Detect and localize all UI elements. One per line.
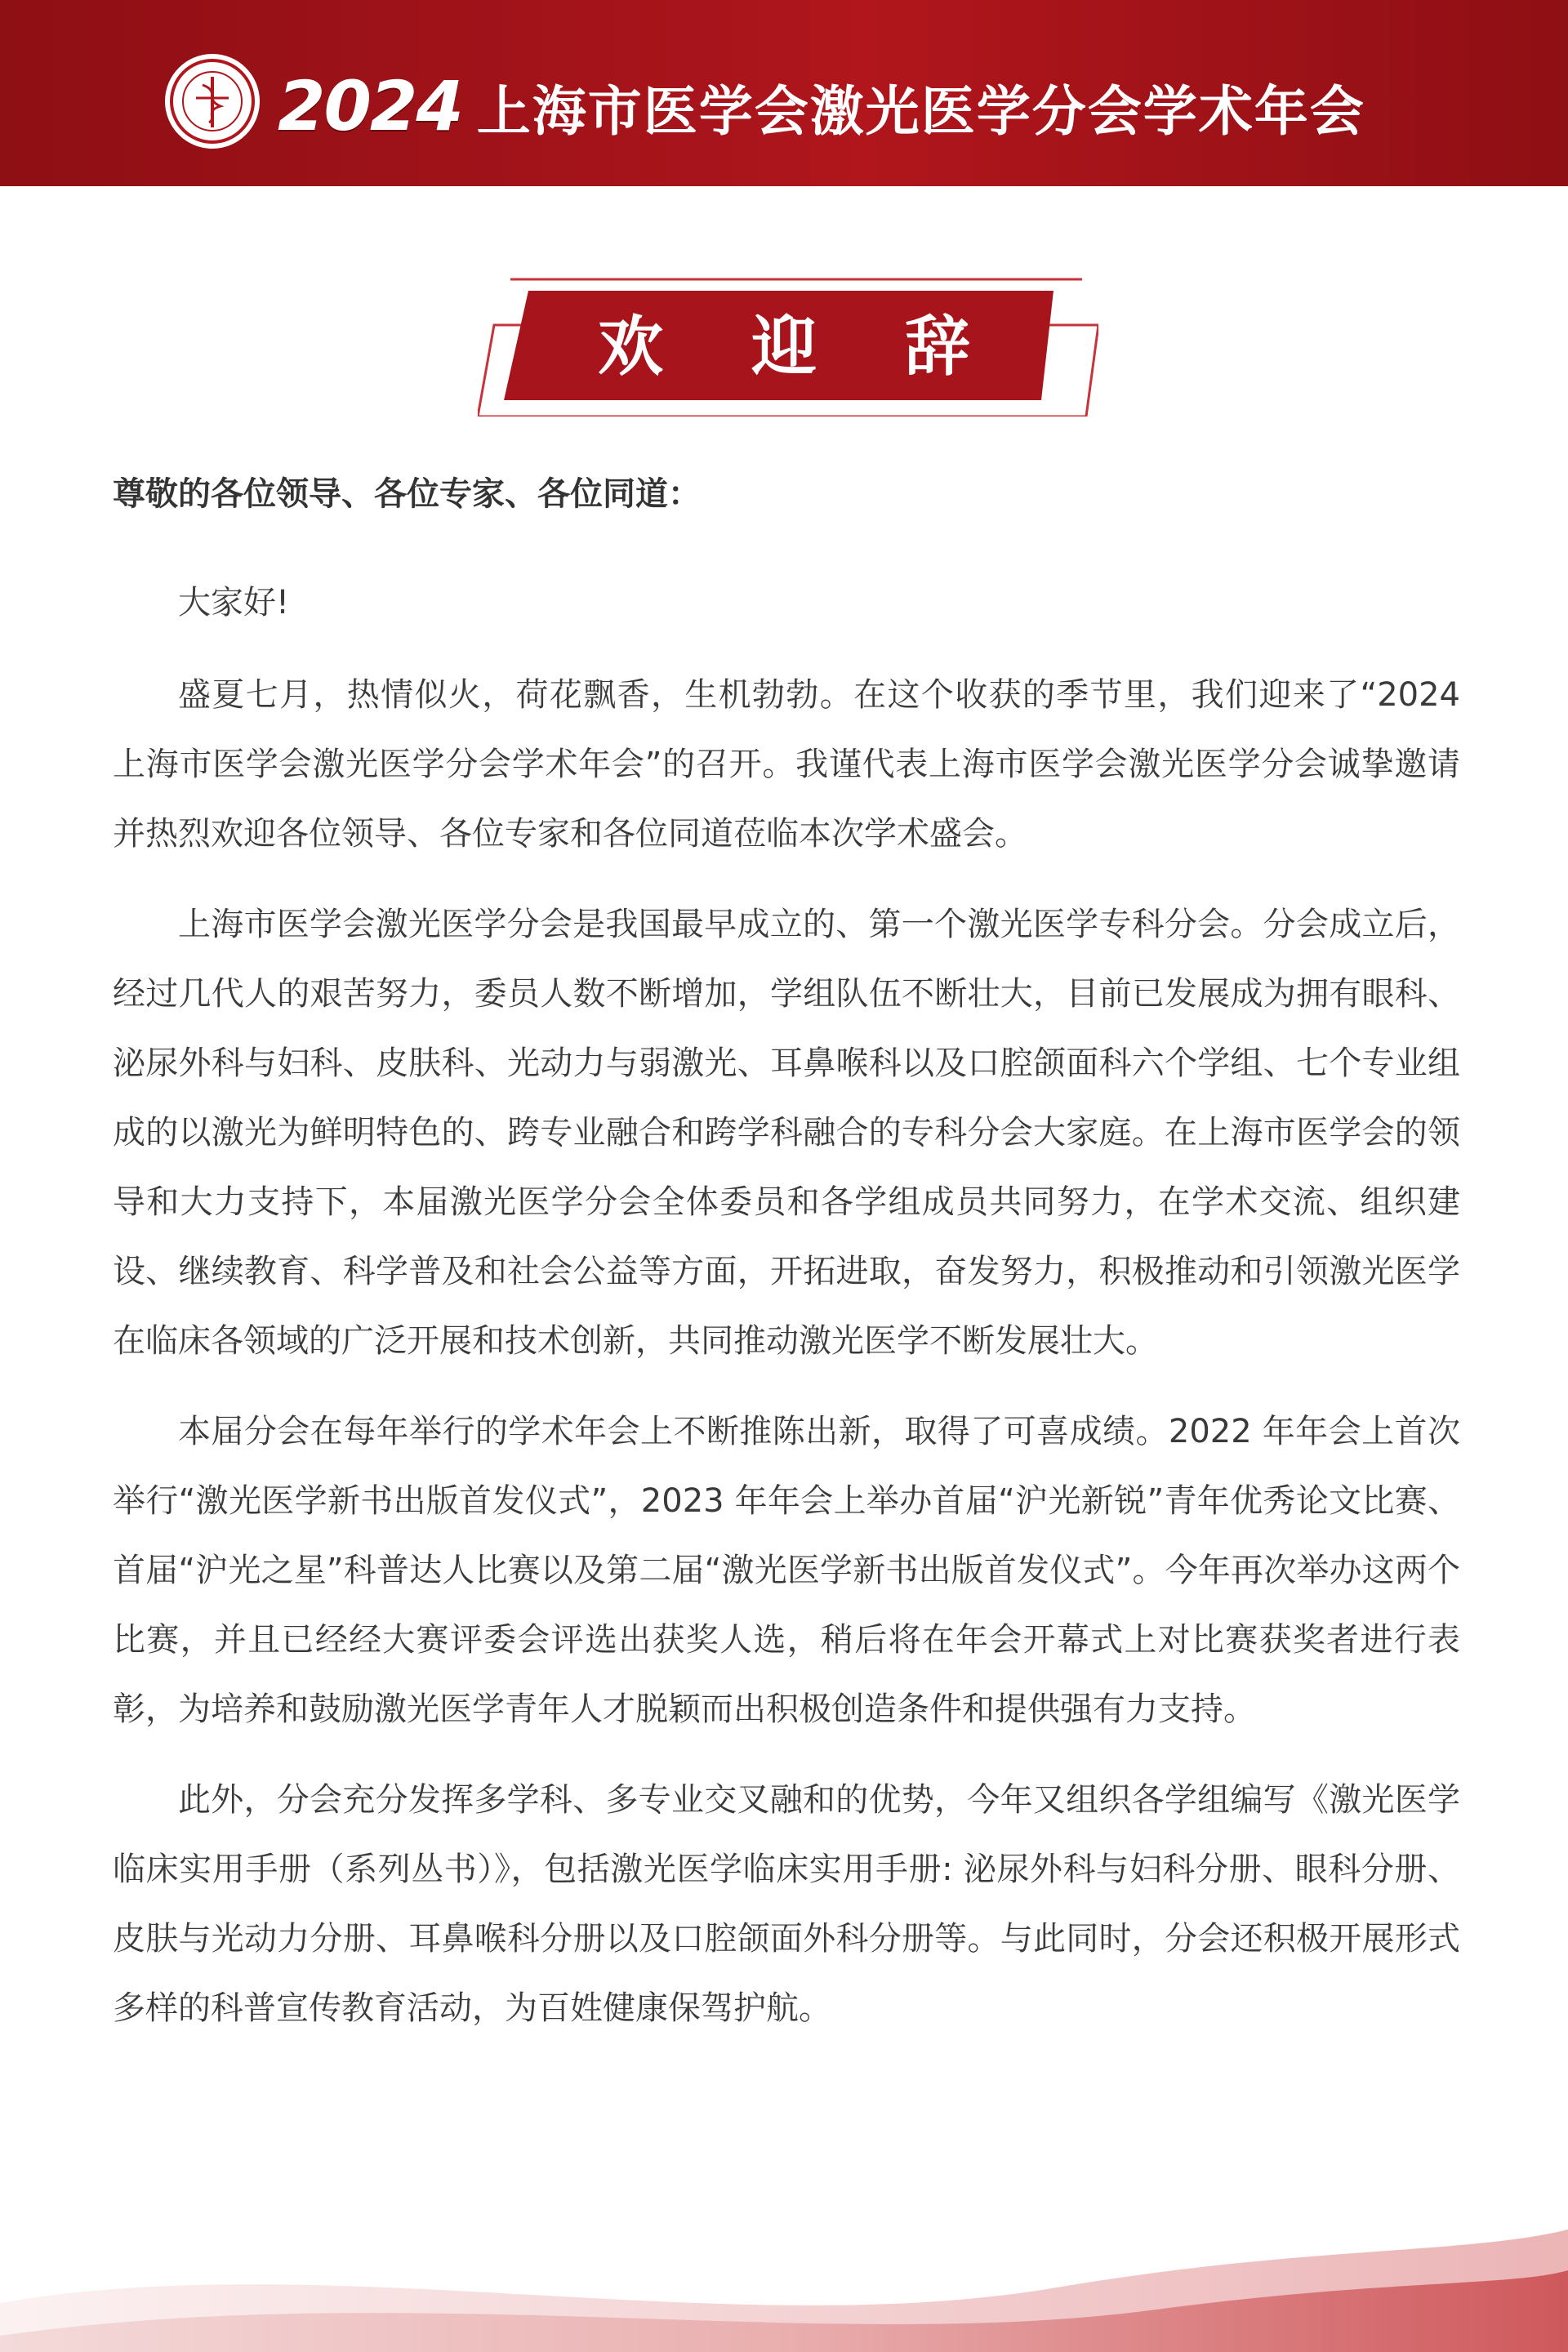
letter-paragraph: 此外，分会充分发挥多学科、多专业交叉融和的优势，今年又组织各学组编写《激光医学临床实用手册（系列丛书）》，包括激光医学临床实用手册: 泌尿外科与妇科分册、眼科分册、皮肤与光动力分册、耳鼻喉科分册以及口腔颌面外科分册等。与此同时，分会还积极开展形式多样的科普宣传教育活动，为百姓健康保驾护航。 [113,1781,1460,2027]
conference-year: 2024 [278,66,462,146]
conference-title [278,65,1365,147]
letter-salutation: 尊敬的各位领导、各位专家、各位同道： [113,475,701,513]
welcome-letter [113,466,1460,2065]
conference-name: 上海市医学会激光医学分会学术年会 [476,79,1365,143]
letter-paragraph: 本届分会在每年举行的学术年会上不断推陈出新，取得了可喜成绩。2022 年年会上首次举行“激光医学新书出版首发仪式”，2023 年年会上举办首届“沪光新锐”青年优秀论文比赛、首届“沪光之星”科普达人比赛以及第二届“激光医学新书出版首发仪式”。今年再次举办这两个比赛，并且已经经大赛评委会评选出获奖人选，稍后将在年会开幕式上对比赛获奖者进行表彰，为培养和鼓励激光医学青年人才脱颖而出积极创造条件和提供强有力支持。 [113,1413,1460,1728]
letter-paragraph: 上海市医学会激光医学分会是我国最早成立的、第一个激光医学专科分会。分会成立后，经过几代人的艰苦努力，委员人数不断增加，学组队伍不断壮大，目前已发展成为拥有眼科、泌尿外科与妇科、皮肤科、光动力与弱激光、耳鼻喉科以及口腔颌面科六个学组、七个专业组成的以激光为鲜明特色的、跨专业融合和跨学科融合的专科分会大家庭。在上海市医学会的领导和大力支持下，本届激光医学分会全体委员和各学组成员共同努力，在学术交流、组织建设、继续教育、科学普及和社会公益等方面，开拓进取，奋发努力，积极推动和引领激光医学在临床各领域的广泛开展和技术创新，共同推动激光医学不断发展壮大。 [113,906,1460,1360]
society-seal-logo [163,52,261,150]
letter-greeting: 大家好! [178,584,290,621]
header-banner [0,0,1568,186]
letter-paragraph: 盛夏七月，热情似火，荷花飘香，生机勃勃。在这个收获的季节里，我们迎来了“2024 上海市医学会激光医学分会学术年会”的召开。我谨代表上海市医学会激光医学分会诚挚邀请并热烈欢迎各位领导、各位专家和各位同道莅临本次学术盛会。 [113,676,1460,853]
decorative-footer-wave [0,2180,1568,2352]
welcome-title: 欢 迎 辞 [598,308,1003,385]
